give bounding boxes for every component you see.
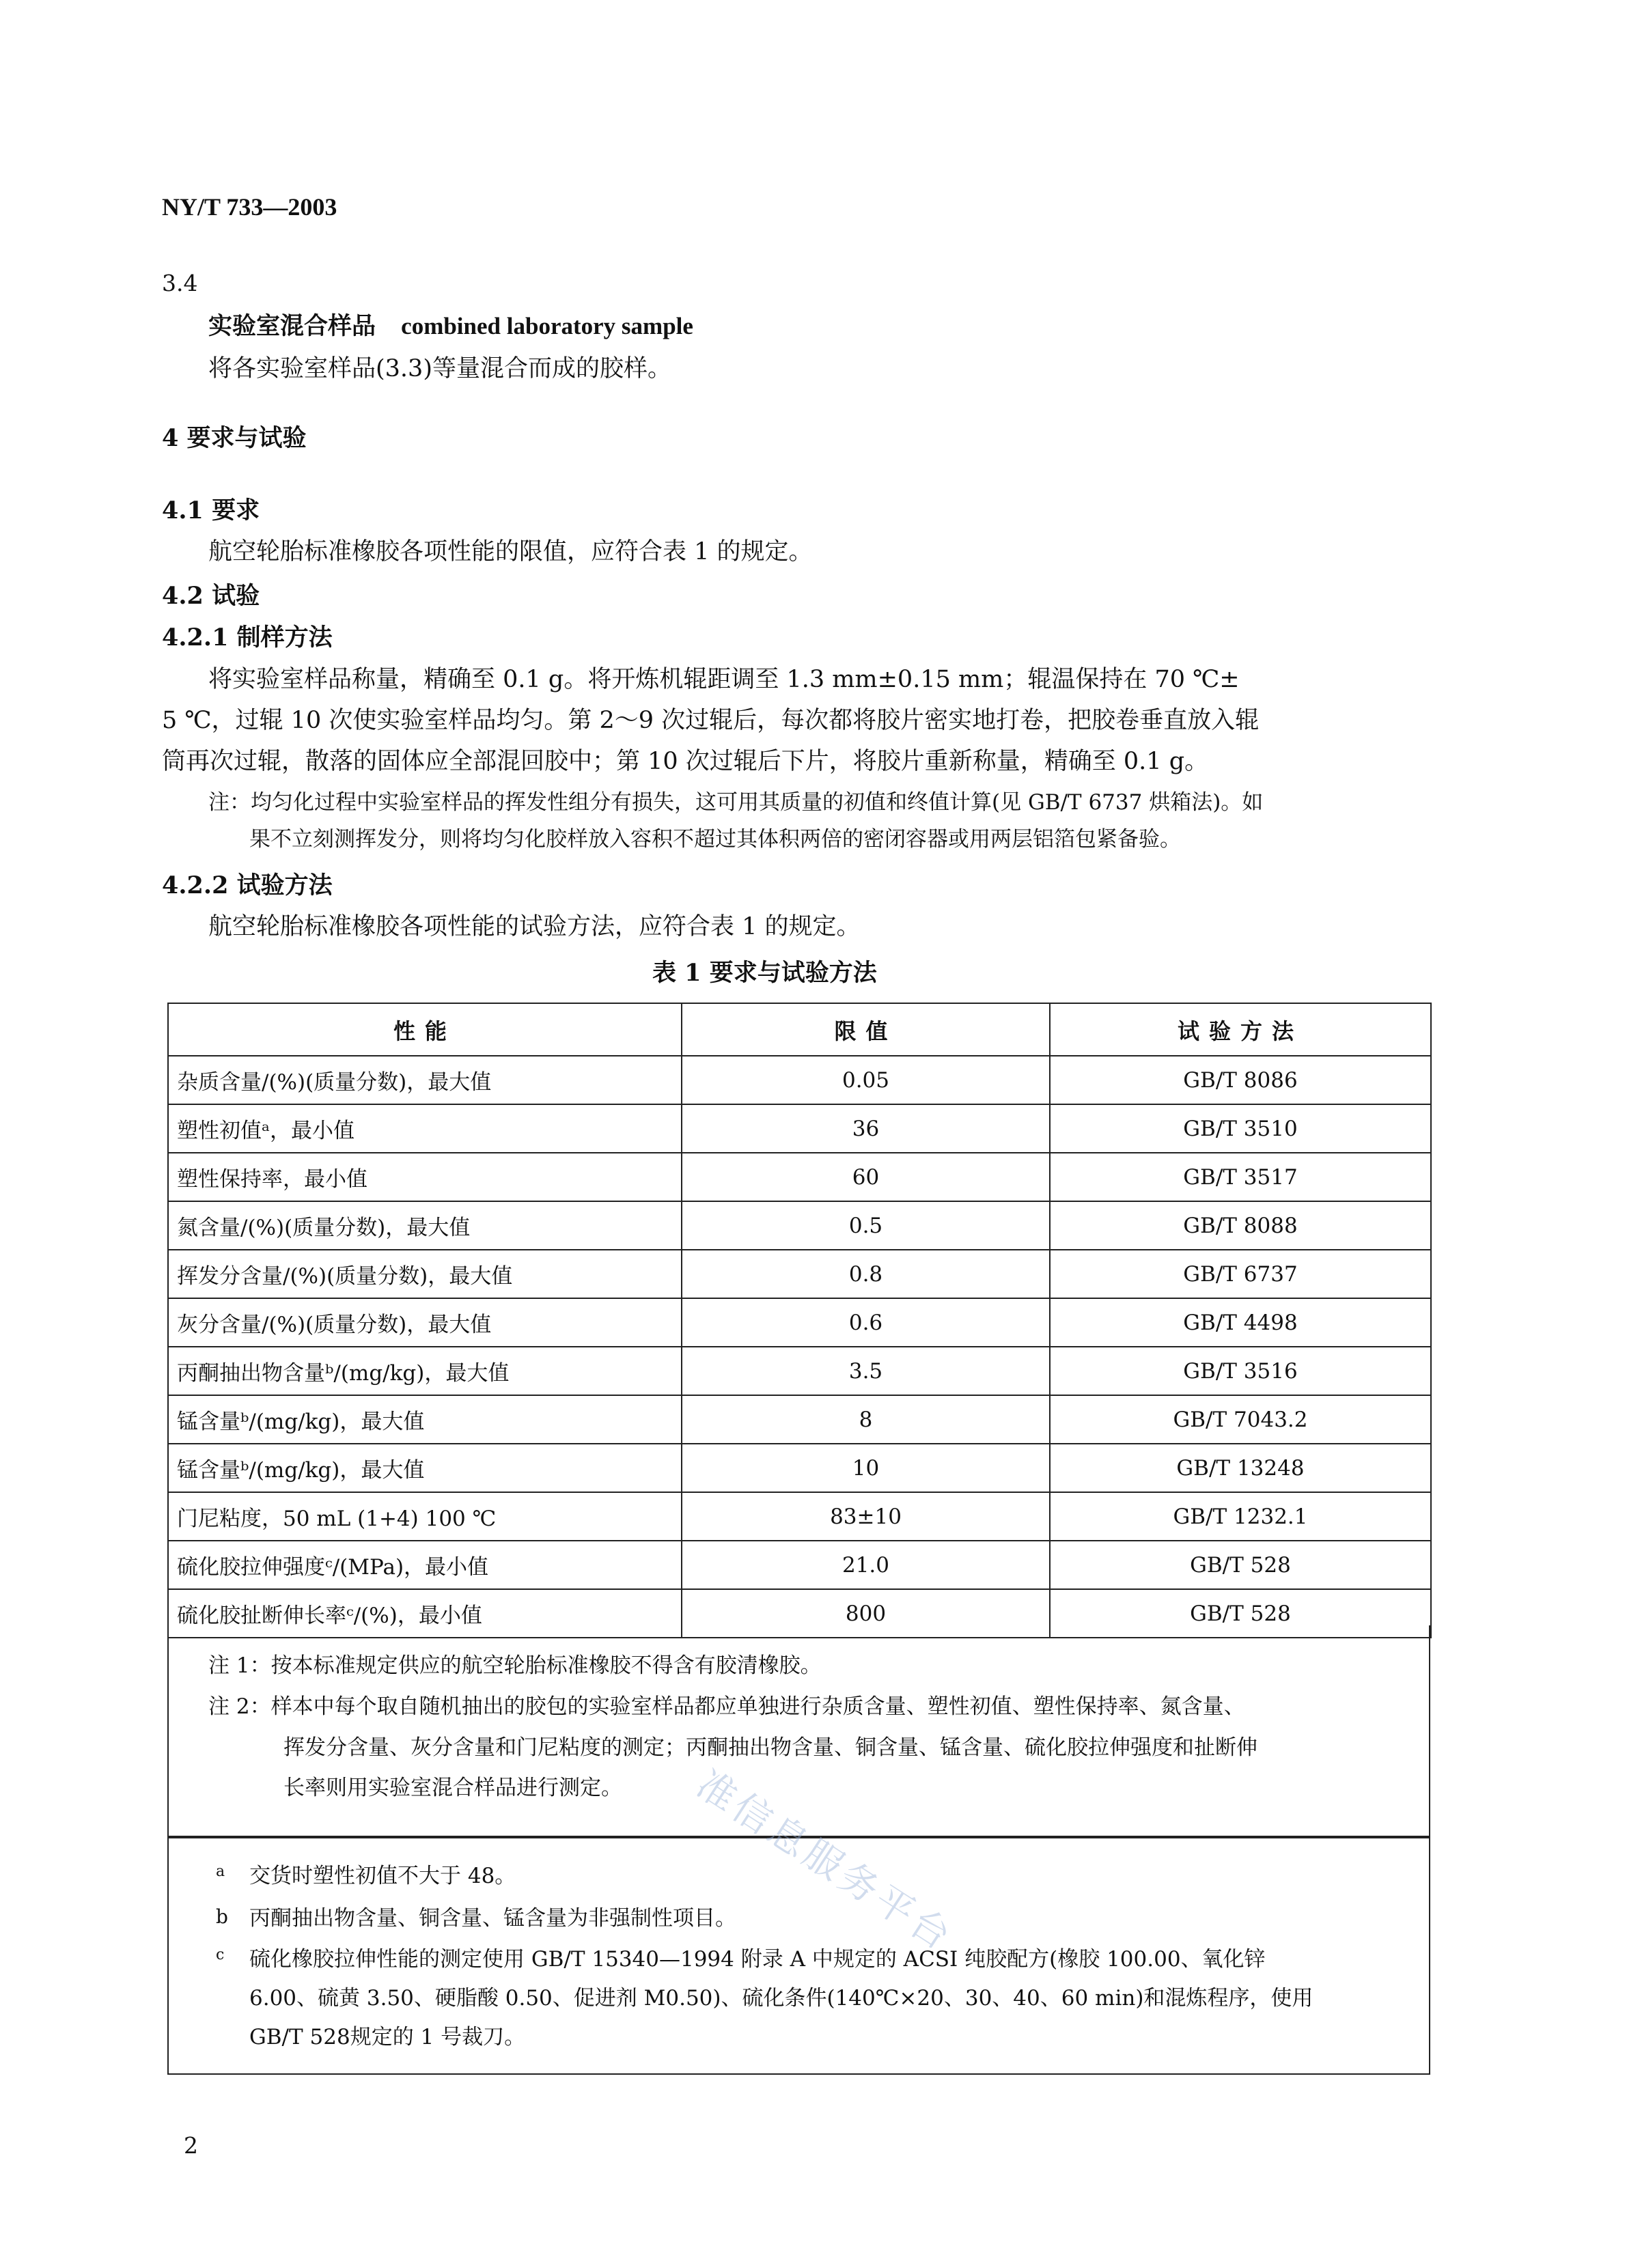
table-row [168,1492,1431,1541]
property-cell: 硫化胶拉伸强度ᶜ/(MPa)，最小值 [168,1541,682,1589]
header-limit: 限值 [682,1003,1050,1056]
section-number-3-4: 3.4 [162,270,198,296]
prep-note-line-1: 注：均匀化过程中实验室样品的挥发性组分有损失，这可用其质量的初值和终值计算(见 GB/T 6737 烘箱法)。如 [208,790,1264,815]
table-row [168,1056,1431,1104]
footnote-c-line-1: 硫化橡胶拉伸性能的测定使用 GB/T 15340—1994 附录 A 中规定的 ACSI 纯胶配方(橡胶 100.00、氧化锌 [249,1947,1266,1972]
property-cell: 锰含量ᵇ/(mg/kg)，最大值 [168,1395,682,1444]
method-cell: GB/T 3516 [1050,1347,1431,1395]
watermark-text: 准信息服务平台 [689,1762,962,1961]
limit-cell: 8 [682,1395,1050,1444]
limit-cell: 0.8 [682,1250,1050,1298]
table-note-2-line-3: 长率则用实验室混合样品进行测定。 [283,1776,622,1800]
table-row [168,1104,1431,1153]
footnote-b-text: 丙酮抽出物含量、铜含量、锰含量为非强制性项目。 [249,1906,736,1931]
property-cell: 氮含量/(%)(质量分数)，最大值 [168,1201,682,1250]
method-cell: GB/T 3517 [1050,1153,1431,1201]
table-row [168,1395,1431,1444]
section-4-1-title: 4.1 要求 [162,496,260,524]
limit-cell: 83±10 [682,1492,1050,1541]
property-cell: 塑性初值ᵃ，最小值 [168,1104,682,1153]
table-note-2-line-1: 注 2：样本中每个取自随机抽出的胶包的实验室样品都应单独进行杂质含量、塑性初值、塑性保持率、氮含量、 [208,1694,1245,1719]
property-cell: 门尼粘度，50 mL (1+4) 100 ℃ [168,1492,682,1541]
term-en: combined laboratory sample [401,313,693,339]
table-row [168,1250,1431,1298]
limit-cell: 36 [682,1104,1050,1153]
property-cell: 挥发分含量/(%)(质量分数)，最大值 [168,1250,682,1298]
method-cell: GB/T 8086 [1050,1056,1431,1104]
section-4-title: 4 要求与试验 [162,424,307,452]
property-cell: 丙酮抽出物含量ᵇ/(mg/kg)，最大值 [168,1347,682,1395]
table-row [168,1201,1431,1250]
method-cell: GB/T 4498 [1050,1298,1431,1347]
table-row [168,1153,1431,1201]
limit-cell: 10 [682,1444,1050,1492]
document-code-header: NY/T 733—2003 [162,193,337,221]
prep-line-3: 筒再次过辊，散落的固体应全部混回胶中；第 10 次过辊后下片，将胶片重新称量，精确至 0.1 g。 [162,748,1209,775]
header-method: 试验方法 [1050,1003,1431,1056]
limit-cell: 800 [682,1589,1050,1638]
header-property: 性能 [168,1003,682,1056]
footnote-a-text: 交货时塑性初值不大于 48。 [249,1864,516,1888]
table-header-row [168,1003,1431,1056]
limit-cell: 60 [682,1153,1050,1201]
limit-cell: 21.0 [682,1541,1050,1589]
table-row [168,1298,1431,1347]
method-cell: GB/T 8088 [1050,1201,1431,1250]
table-note-1: 注 1：按本标准规定供应的航空轮胎标准橡胶不得含有胶清橡胶。 [208,1653,822,1678]
method-cell: GB/T 3510 [1050,1104,1431,1153]
footnote-c-line-2: 6.00、硫黄 3.50、硬脂酸 0.50、促进剂 M0.50)、硫化条件(140℃×20、30、40、60 min)和混炼程序，使用 [249,1986,1313,2011]
footnote-mark-b: b [216,1905,228,1928]
method-cell: GB/T 6737 [1050,1250,1431,1298]
term-zh: 实验室混合样品 [208,312,376,340]
method-cell: GB/T 528 [1050,1589,1431,1638]
table-row [168,1541,1431,1589]
limit-cell: 0.6 [682,1298,1050,1347]
section-4-2-1-title: 4.2.1 制样方法 [162,624,333,652]
limit-cell: 0.5 [682,1201,1050,1250]
method-cell: GB/T 1232.1 [1050,1492,1431,1541]
section-4-2-2-title: 4.2.2 试验方法 [162,871,333,899]
footnote-c-line-3: GB/T 528规定的 1 号裁刀。 [249,2025,526,2049]
section-4-2-title: 4.2 试验 [162,582,260,610]
table-caption: 表 1 要求与试验方法 [652,959,877,987]
page-number: 2 [184,2132,198,2159]
property-cell: 杂质含量/(%)(质量分数)，最大值 [168,1056,682,1104]
footnote-mark-a: a [216,1863,225,1880]
section-4-2-2-body: 航空轮胎标准橡胶各项性能的试验方法，应符合表 1 的规定。 [208,913,861,940]
table-row [168,1347,1431,1395]
limit-cell: 0.05 [682,1056,1050,1104]
section-4-1-body: 航空轮胎标准橡胶各项性能的限值，应符合表 1 的规定。 [208,538,813,565]
term-definition: 将各实验室样品(3.3)等量混合而成的胶样。 [208,355,671,382]
prep-line-1: 将实验室样品称量，精确至 0.1 g。将开炼机辊距调至 1.3 mm±0.15 mm；辊温保持在 70 ℃± [208,666,1240,693]
method-cell: GB/T 7043.2 [1050,1395,1431,1444]
table-row [168,1444,1431,1492]
property-cell: 硫化胶扯断伸长率ᶜ/(%)，最小值 [168,1589,682,1638]
method-cell: GB/T 13248 [1050,1444,1431,1492]
property-cell: 锰含量ᵇ/(mg/kg)，最大值 [168,1444,682,1492]
footnote-mark-c: c [216,1946,225,1963]
term-heading [208,306,693,347]
prep-line-2: 5 ℃，过辊 10 次使实验室样品均匀。第 2～9 次过辊后，每次都将胶片密实地打卷，把胶卷垂直放入辊 [162,707,1260,734]
limit-cell: 3.5 [682,1347,1050,1395]
method-cell: GB/T 528 [1050,1541,1431,1589]
prep-note-line-2: 果不立刻测挥发分，则将均匀化胶样放入容积不超过其体积两倍的密闭容器或用两层铝箔包紧备验。 [249,827,1181,852]
table-note-2-line-2: 挥发分含量、灰分含量和门尼粘度的测定；丙酮抽出物含量、铜含量、锰含量、硫化胶拉伸强度和扯断伸 [283,1735,1257,1760]
property-cell: 塑性保持率，最小值 [168,1153,682,1201]
property-cell: 灰分含量/(%)(质量分数)，最大值 [168,1298,682,1347]
requirements-table [167,1003,1432,1638]
